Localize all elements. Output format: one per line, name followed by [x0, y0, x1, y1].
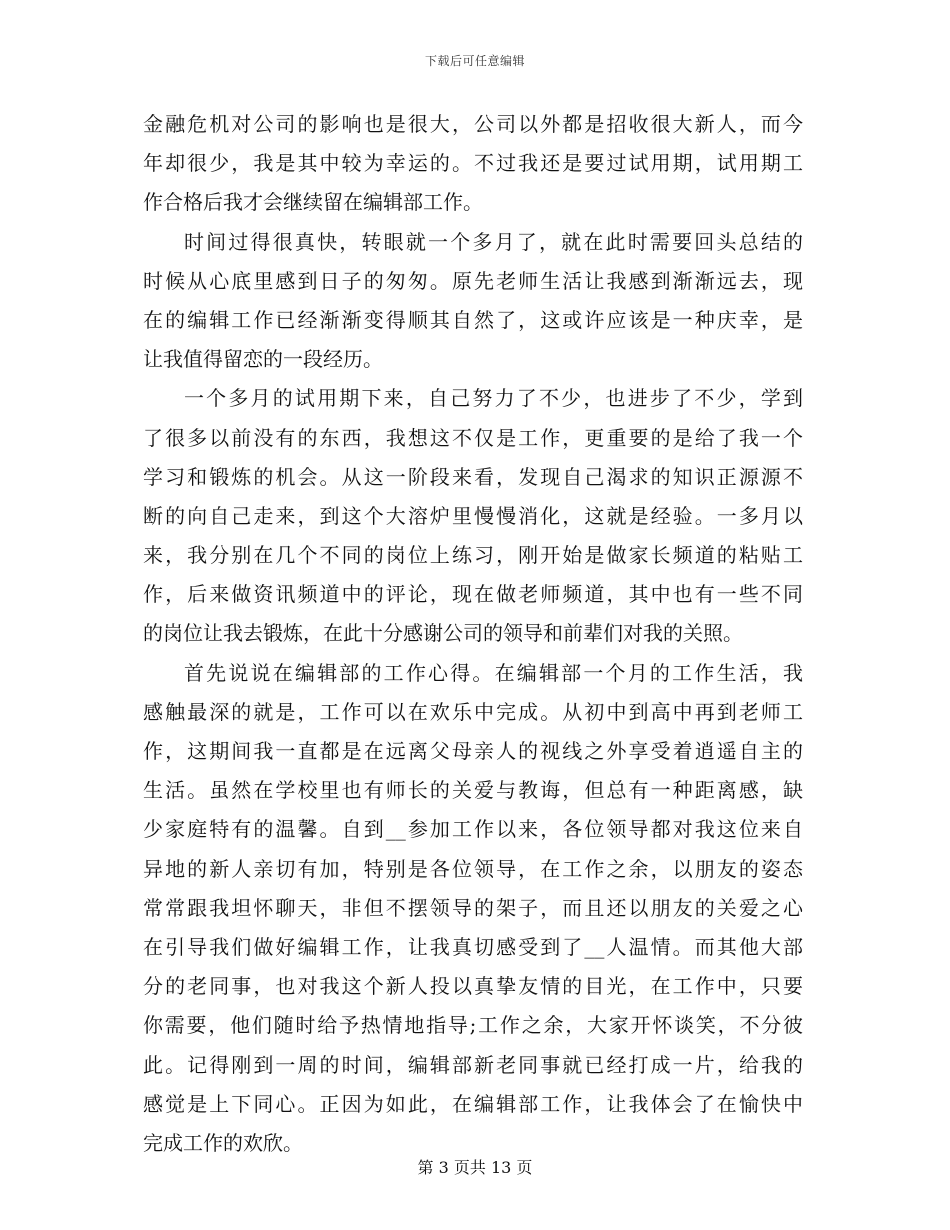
text-line: 时候从心底里感到日子的匆匆。原先老师生活让我感到渐渐远去，现	[143, 268, 803, 293]
text-line: 生活。虽然在学校里也有师长的关爱与教诲，但总有一种距离感，缺	[143, 778, 803, 803]
text-line: 此。记得刚到一周的时间，编辑部新老同事就已经打成一片，给我的	[143, 1052, 803, 1077]
paragraph-first-line: 一个多月的试用期下来，自己努力了不少，也进步了不少，学到	[184, 386, 803, 411]
paragraph-first-line: 首先说说在编辑部的工作心得。在编辑部一个月的工作生活，我	[184, 660, 803, 685]
text-line: 分的老同事，也对我这个新人投以真挚友情的目光，在工作中，只要	[143, 974, 803, 999]
text-line: 的岗位让我去锻炼，在此十分感谢公司的领导和前辈们对我的关照。	[143, 621, 743, 646]
text-line: 作，这期间我一直都是在远离父母亲人的视线之外享受着逍遥自主的	[143, 739, 803, 763]
text-line: 了很多以前没有的东西，我想这不仅是工作，更重要的是给了我一个	[143, 425, 803, 450]
text-line: 完成工作的欢欣。	[143, 1130, 303, 1155]
page-footer: 第 3 页共 13 页	[417, 1158, 533, 1177]
text-line: 常常跟我坦怀聊天，非但不摆领导的架子，而且还以朋友的关爱之心	[143, 895, 803, 920]
body-text	[143, 105, 803, 1163]
text-line: 感觉是上下同心。正因为如此，在编辑部工作，让我体会了在愉快中	[143, 1091, 803, 1116]
page-header: 下载后可任意编辑	[424, 54, 525, 68]
paragraph-first-line: 时间过得很真快，转眼就一个多月了，就在此时需要回头总结的	[184, 229, 803, 254]
text-line: 学习和锻炼的机会。从这一阶段来看，发现自己渴求的知识正源源不	[143, 464, 803, 489]
text-line: 来，我分别在几个不同的岗位上练习，刚开始是做家长频道的粘贴工	[143, 543, 803, 568]
text-line: 让我值得留恋的一段经历。	[143, 347, 383, 372]
text-line: 少家庭特有的温馨。自到__参加工作以来，各位领导都对我这位来自	[143, 817, 803, 842]
text-line: 感触最深的就是，工作可以在欢乐中完成。从初中到高中再到老师工	[143, 699, 803, 724]
text-line: 在引导我们做好编辑工作，让我真切感受到了__人温情。而其他大部	[143, 934, 803, 959]
text-line: 作，后来做资讯频道中的评论，现在做老师频道，其中也有一些不同	[143, 582, 803, 607]
text-line: 在的编辑工作已经渐渐变得顺其自然了，这或许应该是一种庆幸，是	[143, 307, 803, 332]
text-line: 金融危机对公司的影响也是很大，公司以外都是招收很大新人，而今	[143, 112, 803, 136]
text-line: 作合格后我才会继续留在编辑部工作。	[143, 190, 483, 215]
text-line: 异地的新人亲切有加，特别是各位领导，在工作之余，以朋友的姿态	[143, 856, 803, 881]
text-line: 年却很少，我是其中较为幸运的。不过我还是要过试用期，试用期工	[143, 151, 803, 176]
text-line: 断的向自己走来，到这个大溶炉里慢慢消化，这就是经验。一多月以	[143, 503, 803, 528]
text-line: 你需要，他们随时给予热情地指导;工作之余，大家开怀谈笑，不分彼	[143, 1013, 803, 1038]
